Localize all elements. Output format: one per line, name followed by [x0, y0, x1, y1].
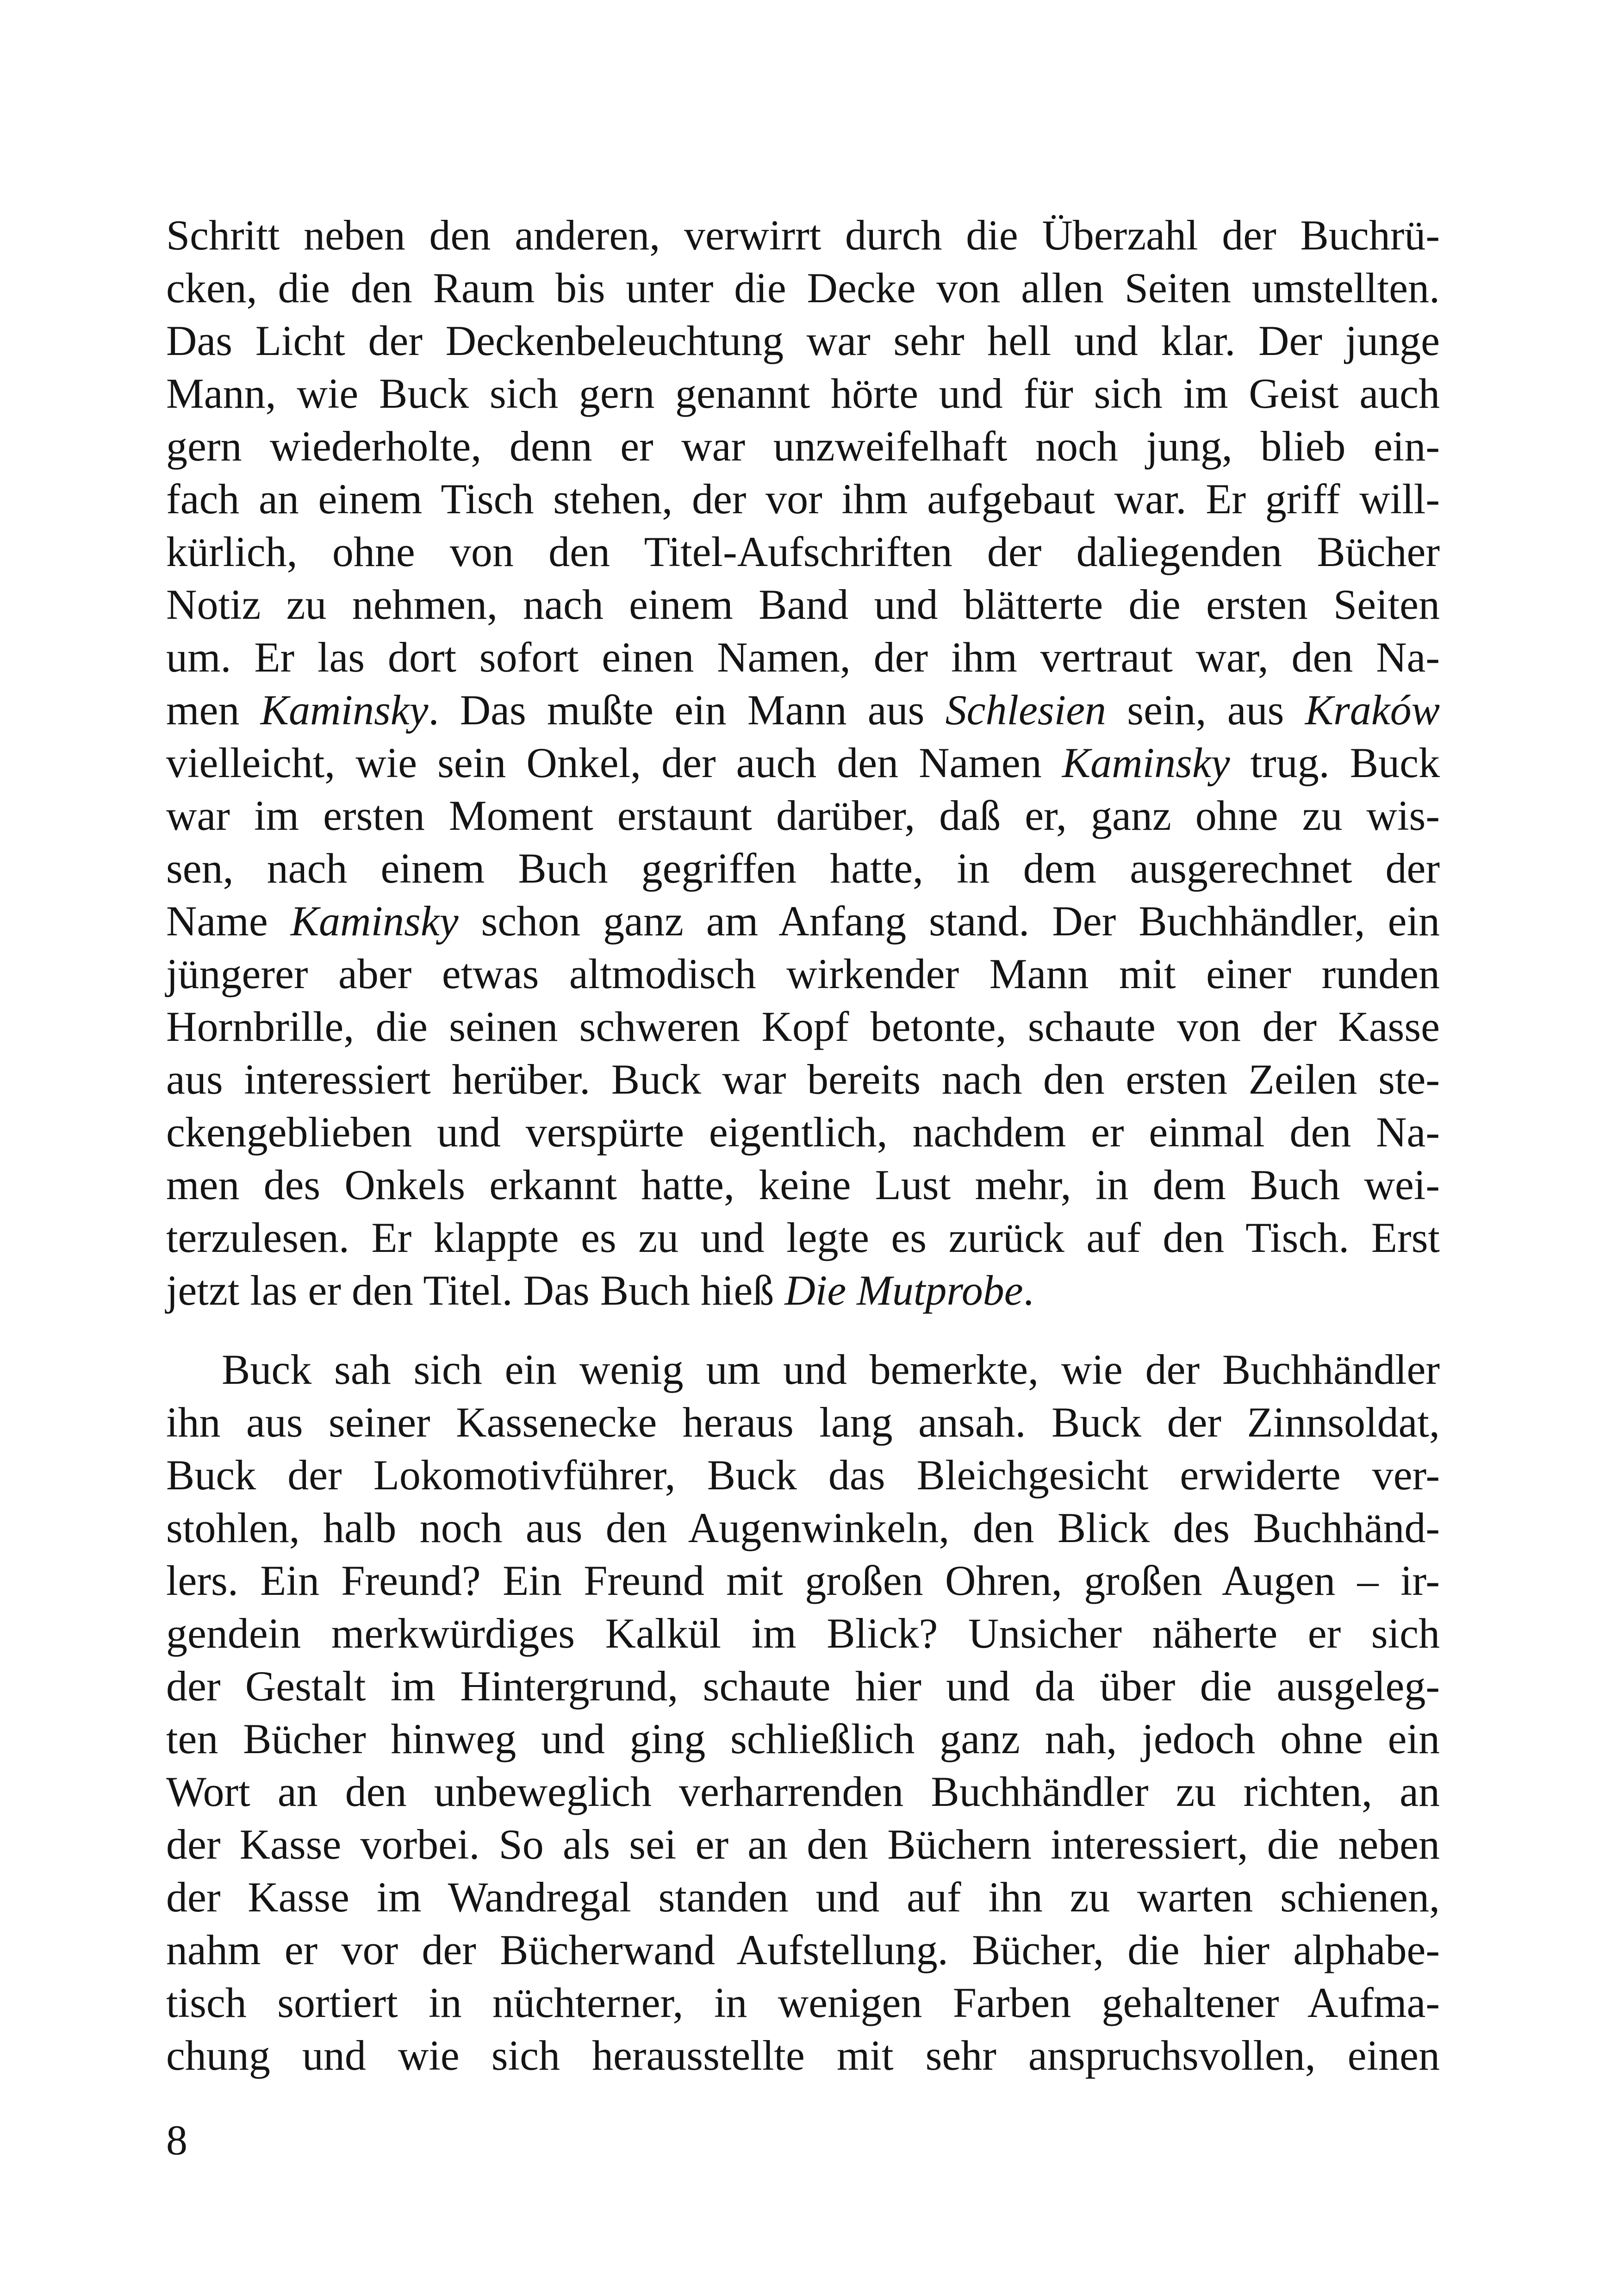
text-line [166, 209, 1440, 261]
text-segment: aus interessiert herüber. Buck war bereits nach den ersten Zeilen ste- [166, 1056, 1440, 1103]
text-line [166, 1607, 1440, 1660]
text-line [166, 1264, 1440, 1317]
text-line [166, 1554, 1440, 1607]
text-line [166, 1343, 1440, 1396]
text-segment: vielleicht, wie sein Onkel, der auch den Namen [166, 739, 1062, 786]
text-segment: sein, aus [1106, 686, 1305, 734]
text-line [166, 1765, 1440, 1818]
text-segment: schon ganz am Anfang stand. Der Buchhändler, ein [458, 897, 1440, 945]
text-line [166, 473, 1440, 525]
text-segment: Mann, wie Buck sich gern genannt hörte und für sich im Geist auch [166, 370, 1440, 417]
text-line [166, 842, 1440, 895]
text-line [166, 684, 1440, 736]
text-line [166, 1818, 1440, 1871]
text-segment: terzulesen. Er klappte es zu und legte es zurück auf den Tisch. Erst [166, 1214, 1440, 1261]
text-line [166, 578, 1440, 631]
text-segment: lers. Ein Freund? Ein Freund mit großen Ohren, großen Augen – ir- [166, 1557, 1440, 1604]
text-segment: jetzt las er den Titel. Das Buch hieß [166, 1267, 785, 1314]
text-segment: tisch sortiert in nüchterner, in wenigen Farben gehaltener Aufma- [166, 1979, 1440, 2026]
text-line [166, 789, 1440, 842]
text-segment: ihn aus seiner Kassenecke heraus lang ansah. Buck der Zinnsoldat, [166, 1399, 1440, 1446]
text-line [166, 1871, 1440, 1923]
text-segment: cken, die den Raum bis unter die Decke von allen Seiten umstellten. [166, 264, 1440, 311]
text-line [166, 1106, 1440, 1158]
text-line [166, 1501, 1440, 1554]
text-line [166, 314, 1440, 367]
text-segment: stohlen, halb noch aus den Augenwinkeln, den Blick des Buchhänd- [166, 1504, 1440, 1551]
text-segment: ten Bücher hinweg und ging schließlich ganz nah, jedoch ohne ein [166, 1715, 1440, 1762]
text-line [166, 1396, 1440, 1449]
text-segment: der Kasse im Wandregal standen und auf ihn zu warten schienen, [166, 1873, 1440, 1921]
italic-text: Kraków [1305, 686, 1440, 734]
text-line [166, 631, 1440, 684]
text-segment: kürlich, ohne von den Titel-Aufschriften der daliegenden Bücher [166, 528, 1440, 575]
text-line [166, 1053, 1440, 1106]
text-line [166, 2029, 1440, 2082]
page-number: 8 [166, 2116, 187, 2164]
text-segment: Schritt neben den anderen, verwirrt durch die Überzahl der Buchrü- [166, 212, 1440, 259]
italic-text: Kaminsky [290, 897, 459, 945]
text-segment: Notiz zu nehmen, nach einem Band und blätterte die ersten Seiten [166, 581, 1440, 628]
text-segment: men des Onkels erkannt hatte, keine Lust mehr, in dem Buch wei- [166, 1161, 1440, 1208]
text-segment: fach an einem Tisch stehen, der vor ihm aufgebaut war. Er griff will- [166, 475, 1440, 523]
text-segment: chung und wie sich herausstellte mit sehr anspruchsvollen, einen [166, 2032, 1440, 2079]
text-segment: sen, nach einem Buch gegriffen hatte, in dem ausgerechnet der [166, 845, 1440, 892]
text-line [166, 261, 1440, 314]
text-segment: Wort an den unbeweglich verharrenden Buchhändler zu richten, an [166, 1768, 1440, 1815]
text-segment: nahm er vor der Bücherwand Aufstellung. Bücher, die hier alphabe- [166, 1926, 1440, 1973]
text-line [166, 1712, 1440, 1765]
text-line [166, 367, 1440, 420]
italic-text: Kaminsky [260, 686, 429, 734]
text-line [166, 420, 1440, 473]
text-line [166, 947, 1440, 1000]
text-segment: Hornbrille, die seinen schweren Kopf betonte, schaute von der Kasse [166, 1003, 1440, 1050]
text-segment: gendein merkwürdiges Kalkül im Blick? Unsicher näherte er sich [166, 1610, 1440, 1657]
text-line [166, 1158, 1440, 1211]
text-segment: jüngerer aber etwas altmodisch wirkender Mann mit einer runden [166, 950, 1440, 997]
body-text [166, 209, 1440, 2082]
text-segment: Buck sah sich ein wenig um und bemerkte, wie der Buchhändler [222, 1346, 1440, 1393]
text-segment: Name [166, 897, 291, 945]
text-segment: der Gestalt im Hintergrund, schaute hier und da über die ausgeleg- [166, 1662, 1440, 1710]
text-line [166, 1660, 1440, 1712]
text-line [166, 1923, 1440, 1976]
text-segment: trug. Buck [1230, 739, 1440, 786]
text-segment: Das Licht der Deckenbeleuchtung war sehr hell und klar. Der junge [166, 317, 1440, 364]
text-segment: . Das mußte ein Mann aus [428, 686, 946, 734]
italic-text: Schlesien [945, 686, 1107, 734]
text-segment: men [166, 686, 261, 734]
text-line [166, 736, 1440, 789]
text-segment: Buck der Lokomotivführer, Buck das Bleichgesicht erwiderte ver- [166, 1451, 1440, 1499]
text-segment: war im ersten Moment erstaunt darüber, daß er, ganz ohne zu wis- [166, 792, 1440, 839]
text-line [166, 895, 1440, 947]
text-segment: um. Er las dort sofort einen Namen, der ihm vertraut war, den Na- [166, 634, 1440, 681]
italic-text: Die Mutprobe [784, 1267, 1023, 1314]
text-line [166, 1976, 1440, 2029]
italic-text: Kaminsky [1062, 739, 1230, 786]
text-segment: der Kasse vorbei. So als sei er an den Büchern interessiert, die neben [166, 1821, 1440, 1868]
text-segment: gern wiederholte, denn er war unzweifelhaft noch jung, blieb ein- [166, 423, 1440, 470]
text-line [166, 525, 1440, 578]
text-line [166, 1211, 1440, 1264]
paragraph [166, 1343, 1440, 2082]
text-segment: . [1023, 1267, 1034, 1314]
text-segment: ckengeblieben und verspürte eigentlich, nachdem er einmal den Na- [166, 1108, 1440, 1156]
text-line [166, 1449, 1440, 1501]
paragraph [166, 209, 1440, 1317]
text-line [166, 1000, 1440, 1053]
